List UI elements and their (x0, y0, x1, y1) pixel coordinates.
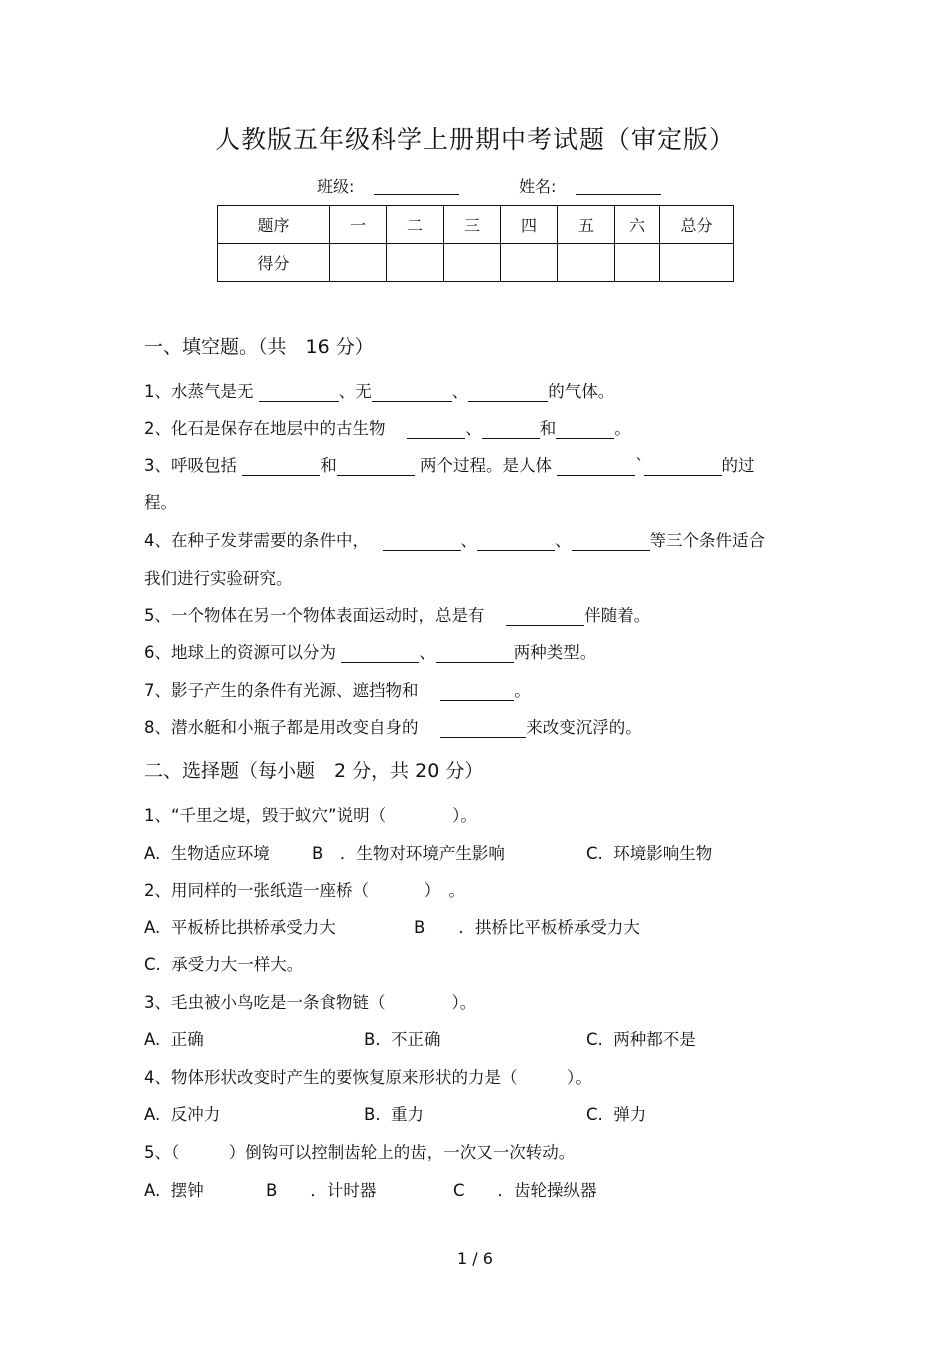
question-text: 和 (320, 456, 337, 475)
question-text: 1、水蒸气是无 (144, 382, 259, 401)
score-cell[interactable] (558, 244, 615, 282)
question-text: ` (635, 456, 644, 475)
score-cell[interactable] (387, 244, 444, 282)
question-text: 5、一个物体在另一个物体表面运动时，总是有 (144, 606, 507, 625)
question-text: 2、化石是保存在地层中的古生物 (144, 419, 408, 438)
score-header-cell: 总分 (660, 206, 734, 244)
score-header-cell: 一 (330, 206, 387, 244)
score-header-cell: 四 (501, 206, 558, 244)
answer-blank[interactable] (372, 382, 452, 402)
class-label: 班级: (317, 177, 355, 196)
question-2-3: 3、毛虫被小鸟吃是一条食物链（ ）。 (144, 993, 477, 1012)
option-b[interactable]: B ．生物对环境产生影响 (312, 844, 505, 863)
option-c[interactable]: C. 承受力大一样大。 (144, 955, 304, 974)
question-text: 来改变沉浮的。 (526, 718, 642, 737)
question-text: 和 (539, 419, 557, 438)
question-text: 8、潜水艇和小瓶子都是用改变自身的 (144, 718, 441, 737)
question-text: 等三个条件适合 (649, 531, 765, 550)
question-1-3 (144, 452, 755, 476)
question-1-4 (144, 527, 765, 551)
option-c[interactable]: C. 两种都不是 (586, 1030, 696, 1049)
option-a[interactable]: A. 生物适应环境 (144, 844, 270, 863)
score-cell[interactable] (330, 244, 387, 282)
question-1-2 (144, 415, 631, 439)
answer-blank[interactable] (259, 382, 339, 402)
question-2-4: 4、物体形状改变时产生的要恢复原来形状的力是（ ）。 (144, 1068, 592, 1087)
name-label: 姓名: (519, 177, 557, 196)
option-a[interactable]: A. 反冲力 (144, 1105, 221, 1124)
answer-blank[interactable] (407, 419, 465, 439)
page-number: 1 / 6 (457, 1249, 493, 1268)
score-header-cell: 五 (558, 206, 615, 244)
option-a[interactable]: A. 平板桥比拱桥承受力大 (144, 918, 336, 937)
answer-blank[interactable] (506, 606, 584, 626)
question-1-1 (144, 378, 614, 402)
question-1-5 (144, 602, 650, 626)
score-header-cell: 六 (615, 206, 660, 244)
class-field[interactable] (374, 178, 459, 195)
question-text: 。 (614, 419, 631, 438)
answer-blank[interactable] (337, 456, 415, 476)
answer-blank[interactable] (557, 456, 635, 476)
score-cell[interactable] (615, 244, 660, 282)
answer-blank[interactable] (468, 382, 548, 402)
answer-blank[interactable] (644, 456, 722, 476)
score-table (217, 205, 734, 282)
score-table-header-row (218, 206, 734, 244)
question-1-4-cont: 我们进行实验研究。 (144, 569, 293, 588)
question-text: 两种类型。 (513, 643, 597, 662)
score-cell[interactable] (501, 244, 558, 282)
question-text: 6、地球上的资源可以分为 (144, 643, 342, 662)
score-cell[interactable] (660, 244, 734, 282)
answer-blank[interactable] (436, 643, 514, 663)
score-header-cell: 题序 (218, 206, 330, 244)
question-text: 7、影子产生的条件有光源、遮挡物和 (144, 681, 441, 700)
answer-blank[interactable] (572, 531, 650, 551)
question-text: 、 (451, 382, 469, 401)
question-text: 、 (419, 643, 436, 662)
answer-blank[interactable] (440, 681, 514, 701)
option-b[interactable]: B. 不正确 (364, 1030, 441, 1049)
question-text: 、 (555, 531, 572, 550)
question-2-1: 1、“千里之堤，毁于蚁穴”说明（ ）。 (144, 806, 477, 825)
option-b[interactable]: B. 重力 (364, 1105, 425, 1124)
question-1-3-cont: 程。 (144, 493, 177, 512)
question-text: 的气体。 (548, 382, 615, 401)
question-text: 、 (465, 419, 482, 438)
question-text: 、 (460, 531, 477, 550)
question-1-8 (144, 714, 642, 738)
answer-blank[interactable] (242, 456, 320, 476)
score-table-row (218, 244, 734, 282)
answer-blank[interactable] (556, 419, 614, 439)
question-1-7 (144, 677, 531, 701)
answer-blank[interactable] (477, 531, 555, 551)
question-text: 3、呼吸包括 (144, 456, 243, 475)
section-1-heading: 一、填空题。（共 16 分） (144, 336, 374, 358)
student-info-row (0, 174, 950, 198)
score-header-cell: 三 (444, 206, 501, 244)
question-text: 的过 (721, 456, 755, 475)
page-title: 人教版五年级科学上册期中考试题（审定版） (214, 125, 735, 154)
question-2-2: 2、用同样的一张纸造一座桥（ ） 。 (144, 881, 465, 900)
option-c[interactable]: C. 弹力 (586, 1105, 647, 1124)
score-row-label: 得分 (218, 244, 330, 282)
option-a[interactable]: A. 正确 (144, 1030, 204, 1049)
score-cell[interactable] (444, 244, 501, 282)
option-b[interactable]: B ．计时器 (266, 1181, 377, 1200)
question-2-5: 5、（ ）倒钩可以控制齿轮上的齿，一次又一次转动。 (144, 1143, 576, 1162)
option-c[interactable]: C. 环境影响生物 (586, 844, 713, 863)
section-2-heading: 二、选择题（每小题 2 分，共 20 分） (144, 760, 484, 782)
option-a[interactable]: A. 摆钟 (144, 1181, 204, 1200)
question-text: 。 (514, 681, 531, 700)
question-text: 、无 (338, 382, 372, 401)
question-text: 4、在种子发芽需要的条件中， (144, 531, 383, 550)
name-field[interactable] (576, 178, 661, 195)
answer-blank[interactable] (383, 531, 461, 551)
answer-blank[interactable] (440, 718, 526, 738)
answer-blank[interactable] (341, 643, 419, 663)
question-text: 伴随着。 (584, 606, 651, 625)
score-header-cell: 二 (387, 206, 444, 244)
question-1-6 (144, 639, 596, 663)
answer-blank[interactable] (482, 419, 540, 439)
option-b[interactable]: B ．拱桥比平板桥承受力大 (414, 918, 640, 937)
option-c[interactable]: C ．齿轮操纵器 (453, 1181, 597, 1200)
question-text: 两个过程。是人体 (414, 456, 558, 475)
